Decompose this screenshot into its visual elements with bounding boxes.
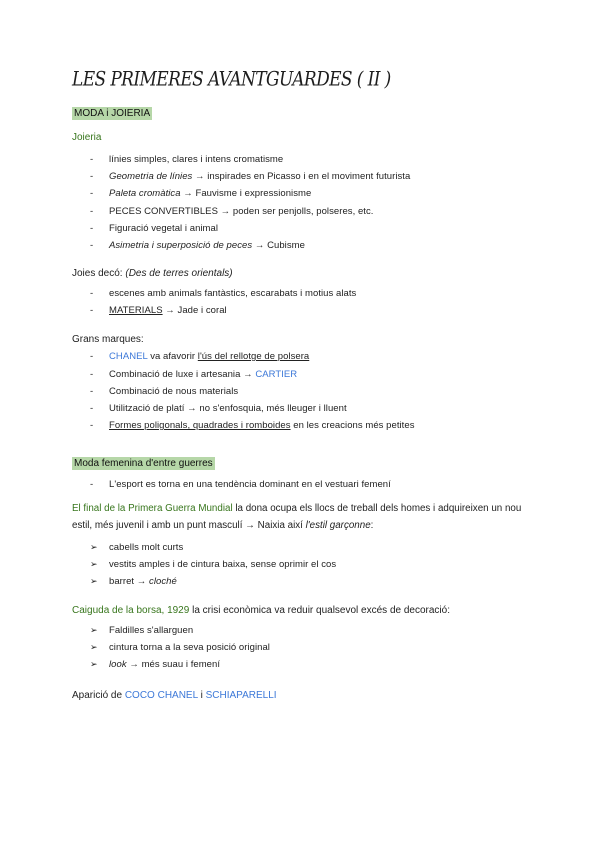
arrow-bullet-icon: ➢ — [90, 559, 98, 569]
borsa-item-3: look → més suau i femení — [109, 659, 221, 670]
grans-item-2: Combinació de luxe i artesania → CARTIER — [109, 369, 298, 380]
joieria-item-3: Paleta cromàtica → Fauvisme i expressionisme — [109, 188, 312, 199]
final-item-2: vestits amples i de cintura baixa, sense oprimir el cos — [109, 559, 337, 570]
bullet-dash: - — [90, 479, 94, 490]
bullet-dash: - — [90, 154, 94, 165]
arrow-bullet-icon: ➢ — [90, 542, 98, 552]
bullet-dash: - — [90, 369, 94, 380]
arrow-bullet-icon: ➢ — [90, 625, 98, 635]
paragraph-caiguda-borsa: Caiguda de la borsa, 1929 la crisi econòmica va reduir qualsevol excés de decoració: — [72, 605, 450, 616]
bullet-dash: - — [90, 386, 94, 397]
grans-item-3: Combinació de nous materials — [109, 386, 239, 397]
bullet-dash: - — [90, 188, 94, 199]
arrow-bullet-icon: ➢ — [90, 576, 98, 586]
subheading-grans-marques: Grans marques: — [72, 334, 144, 345]
bullet-dash: - — [90, 171, 94, 182]
borsa-item-2: cintura torna a la seva posició original — [109, 642, 270, 653]
bullet-dash: - — [90, 305, 94, 316]
section-heading-moda-joieria: MODA i JOIERIA — [74, 108, 151, 119]
deco-item-1: escenes amb animals fantàstics, escarabats i motius alats — [109, 288, 357, 299]
subheading-joieria: Joieria — [72, 132, 102, 143]
grans-item-1: CHANEL va afavorir l'ús del rellotge de polsera — [109, 351, 310, 362]
grans-item-5: Formes poligonals, quadrades i romboides en les creacions més petites — [109, 420, 415, 431]
section-heading-moda-femenina: Moda femenina d'entre guerres — [74, 458, 213, 469]
borsa-item-1: Faldilles s'allarguen — [109, 625, 194, 636]
deco-item-2: MATERIALS → Jade i coral — [109, 305, 227, 316]
paragraph-aparicio: Aparició de COCO CHANEL i SCHIAPARELLI — [72, 690, 277, 701]
moda-item-1: L'esport es torna en una tendència dominant en el vestuari femení — [109, 479, 391, 490]
paragraph-final-guerra: El final de la Primera Guerra Mundial la dona ocupa els llocs de treball dels homes i adquireixen un nou estil, més juvenil i amb un punt masculí → Naixia així l'estil garçonne: — [72, 503, 522, 531]
joieria-item-2: Geometria de línies → inspirades en Picasso i en el moviment futurista — [109, 171, 411, 182]
bullet-dash: - — [90, 288, 94, 299]
final-item-3: barret → cloché — [109, 576, 177, 587]
arrow-bullet-icon: ➢ — [90, 659, 98, 669]
bullet-dash: - — [90, 206, 94, 217]
joieria-item-4: PECES CONVERTIBLES → poden ser penjolls, polseres, etc. — [109, 206, 374, 217]
joieria-item-6: Asimetria i superposició de peces → Cubisme — [109, 240, 305, 251]
joieria-item-5: Figuració vegetal i animal — [109, 223, 219, 234]
page-title: LES PRIMERES AVANTGUARDES ( II ) — [72, 68, 391, 91]
bullet-dash: - — [90, 403, 94, 414]
bullet-dash: - — [90, 223, 94, 234]
final-item-1: cabells molt curts — [109, 542, 184, 553]
bullet-dash: - — [90, 420, 94, 431]
arrow-bullet-icon: ➢ — [90, 642, 98, 652]
joieria-item-1: línies simples, clares i intens cromatisme — [109, 154, 284, 165]
bullet-dash: - — [90, 351, 94, 362]
bullet-dash: - — [90, 240, 94, 251]
grans-item-4: Utilització de platí → no s'enfosquia, més lleuger i lluent — [109, 403, 347, 414]
subheading-joies-deco: Joies decó: (Des de terres orientals) — [72, 268, 233, 279]
